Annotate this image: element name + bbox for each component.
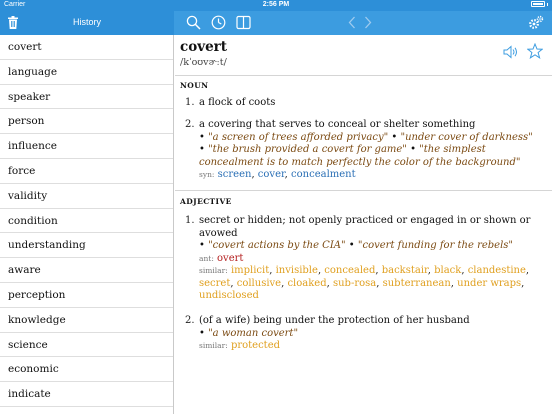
history-item[interactable]: validity	[0, 184, 173, 209]
similar-link[interactable]: protected	[230, 340, 281, 351]
antonym-label: ant:	[199, 253, 214, 263]
history-item[interactable]: condition	[0, 209, 173, 234]
sense-definition: a flock of coots	[199, 97, 276, 108]
similar-link[interactable]: collusive	[236, 277, 282, 289]
chevron-left-icon[interactable]	[348, 16, 356, 29]
similar-link[interactable]: undisclosed	[199, 290, 259, 301]
similar-link[interactable]: secret	[199, 277, 231, 289]
chevron-right-icon[interactable]	[364, 16, 372, 29]
history-item[interactable]: economic	[0, 357, 173, 382]
pos-label-noun: NOUN	[180, 81, 209, 90]
similar-label: similar:	[199, 341, 228, 350]
sense-number: 1.	[185, 215, 195, 226]
example-text: "covert funding for the rebels"	[357, 240, 514, 251]
book-icon[interactable]	[236, 15, 251, 30]
similar-link[interactable]: concealed	[324, 265, 376, 276]
sense-definition: a covering that serves to conceal or shelter something	[199, 119, 476, 130]
carrier-label: Carrier	[4, 1, 26, 8]
search-icon[interactable]	[186, 15, 201, 30]
similar-link[interactable]: implicit	[230, 265, 270, 276]
history-title: History	[72, 17, 101, 27]
synonym-link[interactable]: screen	[217, 169, 252, 180]
similar-link[interactable]: sub-rosa	[332, 277, 377, 289]
history-item[interactable]: indicate	[0, 382, 173, 407]
status-bar	[0, 0, 552, 11]
star-icon[interactable]	[527, 43, 543, 59]
entry-headword: covert	[180, 39, 228, 55]
similar-link[interactable]: invisible	[275, 265, 318, 276]
noun-sense-1	[185, 97, 540, 110]
history-item[interactable]: speaker	[0, 85, 173, 110]
example-text: "the brush provided a covert for game"	[208, 144, 407, 155]
synonym-link[interactable]: cover	[257, 169, 285, 180]
example-text: "a woman covert"	[208, 327, 299, 339]
adjective-sense-2: 2. (of a wife) being under the protection of her husband • "a woman covert" similar: protected	[185, 315, 540, 353]
similar-link[interactable]: backstair	[381, 265, 428, 276]
example-text: "under cover of darkness"	[400, 131, 533, 143]
history-item[interactable]: understanding	[0, 233, 173, 258]
history-list	[0, 35, 174, 414]
history-item[interactable]: perception	[0, 283, 173, 308]
main-toolbar	[174, 11, 552, 35]
battery-icon	[531, 1, 548, 7]
example-text: "a screen of trees afforded privacy"	[208, 131, 389, 143]
antonym-link[interactable]: overt	[217, 252, 244, 264]
history-item[interactable]: person	[0, 109, 173, 134]
gear-icon[interactable]	[528, 15, 544, 31]
synonym-label: syn:	[199, 170, 215, 179]
entry-pronunciation: /kˈoʊvɚːt/	[180, 57, 227, 68]
history-item[interactable]: force	[0, 159, 173, 184]
clock-icon[interactable]	[211, 15, 226, 30]
sense-definition: (of a wife) being under the protection of her husband	[199, 315, 470, 326]
history-item[interactable]: covert	[0, 35, 173, 60]
status-time: 2:56 PM	[262, 1, 290, 8]
history-item[interactable]: aware	[0, 258, 173, 283]
speaker-icon[interactable]	[503, 45, 519, 59]
history-item[interactable]: language	[0, 60, 173, 85]
noun-sense-2: 2. a covering that serves to conceal or shelter something • "a screen of trees afforded privacy" • "under cover of darkness" • "the brush provided a covert for game" • "the simplest concealment is to match perfectly the color of the background" syn: screen, cover, concealment	[185, 119, 540, 182]
sense-number: 2.	[185, 315, 195, 326]
similar-link[interactable]: subterranean	[382, 277, 451, 289]
history-item[interactable]: knowledge	[0, 308, 173, 333]
adjective-sense-1: 1. secret or hidden; not openly practiced or engaged in or shown or avowed • "covert actions by the CIA" • "covert funding for the rebels" ant: overt similar: implicit, invisible, concealed, backstair, black, clandestine, secret, collusive, cloaked, sub-rosa, subterranean, under wraps, undisclosed	[185, 215, 540, 303]
sense-number: 2.	[185, 119, 195, 130]
similar-link[interactable]: black	[434, 265, 462, 276]
sense-number: 1.	[185, 97, 195, 108]
noun-section	[175, 75, 552, 76]
history-item[interactable]: influence	[0, 134, 173, 159]
adjective-section	[175, 190, 552, 191]
example-text: "the simplest concealment is to match perfectly the color of the background"	[199, 144, 521, 168]
similar-link[interactable]: under wraps	[457, 277, 522, 289]
similar-label: similar:	[199, 266, 228, 275]
history-item[interactable]: science	[0, 333, 173, 358]
pos-label-adjective: ADJECTIVE	[180, 197, 232, 206]
synonym-link[interactable]: concealment	[291, 169, 356, 180]
example-text: "covert actions by the CIA"	[208, 240, 346, 251]
similar-link[interactable]: cloaked	[287, 277, 327, 289]
similar-link[interactable]: clandestine	[467, 265, 526, 276]
definition-pane	[175, 35, 552, 414]
sense-definition: secret or hidden; not openly practiced or engaged in or shown or avowed	[199, 215, 531, 239]
history-toolbar	[0, 11, 174, 35]
